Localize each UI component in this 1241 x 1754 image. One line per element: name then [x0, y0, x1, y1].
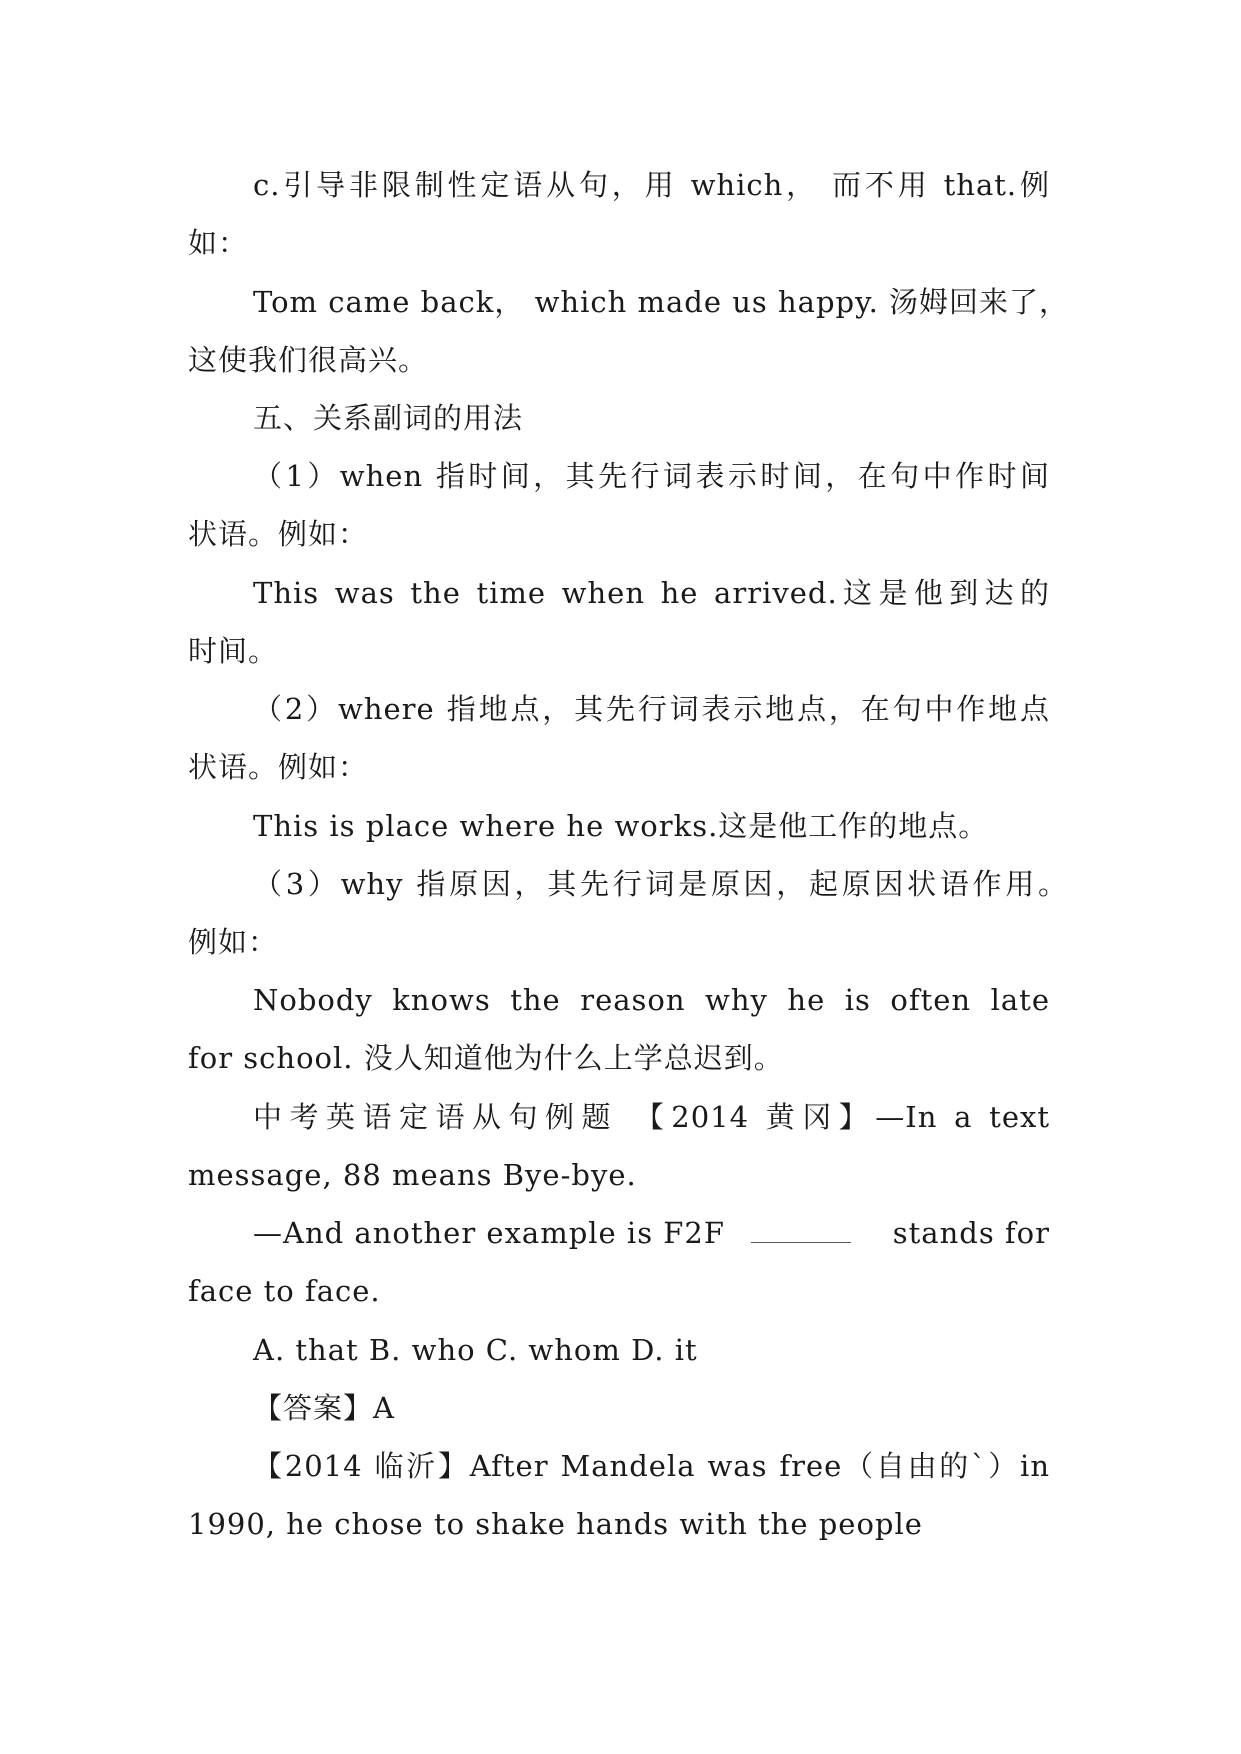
text-line: 状语。例如： [188, 517, 369, 551]
text-line: （2）where 指地点，其先行词表示地点，在句中作地点 [253, 692, 1050, 726]
text-line: message, 88 means Bye-bye. [188, 1158, 637, 1192]
text-line: face to face. [188, 1274, 381, 1308]
answer-blank [751, 1216, 851, 1243]
text-line: 时间。 [188, 634, 279, 668]
text-line: 这使我们很高兴。 [188, 343, 429, 377]
text-line: （1）when 指时间，其先行词表示时间，在句中作时间 [253, 459, 1050, 493]
text-line: 状语。例如： [188, 750, 369, 784]
text-line: c.引导非限制性定语从句，用 which， 而不用 that.例 [253, 168, 1050, 202]
question-header: 【2014 临沂】After Mandela was free（自由的`）in [253, 1449, 1050, 1483]
text-line: This is place where he works.这是他工作的地点。 [253, 809, 989, 843]
text-line: 例如： [188, 925, 279, 959]
text-line: 1990, he chose to shake hands with the people [188, 1507, 923, 1541]
section-heading: 五、关系副词的用法 [253, 401, 524, 435]
text-line: This was the time when he arrived.这是他到达的 [253, 576, 1050, 610]
text-line: Tom came back， which made us happy. 汤姆回来了， [253, 285, 1070, 319]
question-line [253, 1213, 1050, 1253]
text-line: （3）why 指原因，其先行词是原因，起原因状语作用。 [253, 867, 1068, 901]
text-line: Nobody knows the reason why he is often late [253, 983, 1050, 1017]
answer-options: A. that B. who C. whom D. it [253, 1333, 698, 1367]
text-line: for school. 没人知道他为什么上学总迟到。 [188, 1041, 784, 1075]
question-text: —And another example is F2F [253, 1216, 725, 1250]
question-header: 中考英语定语从句例题 【2014 黄冈】—In a text [253, 1100, 1050, 1134]
answer-key: 【答案】A [253, 1391, 395, 1425]
text-line: 如： [188, 226, 249, 260]
question-text: stands for [892, 1216, 1050, 1250]
